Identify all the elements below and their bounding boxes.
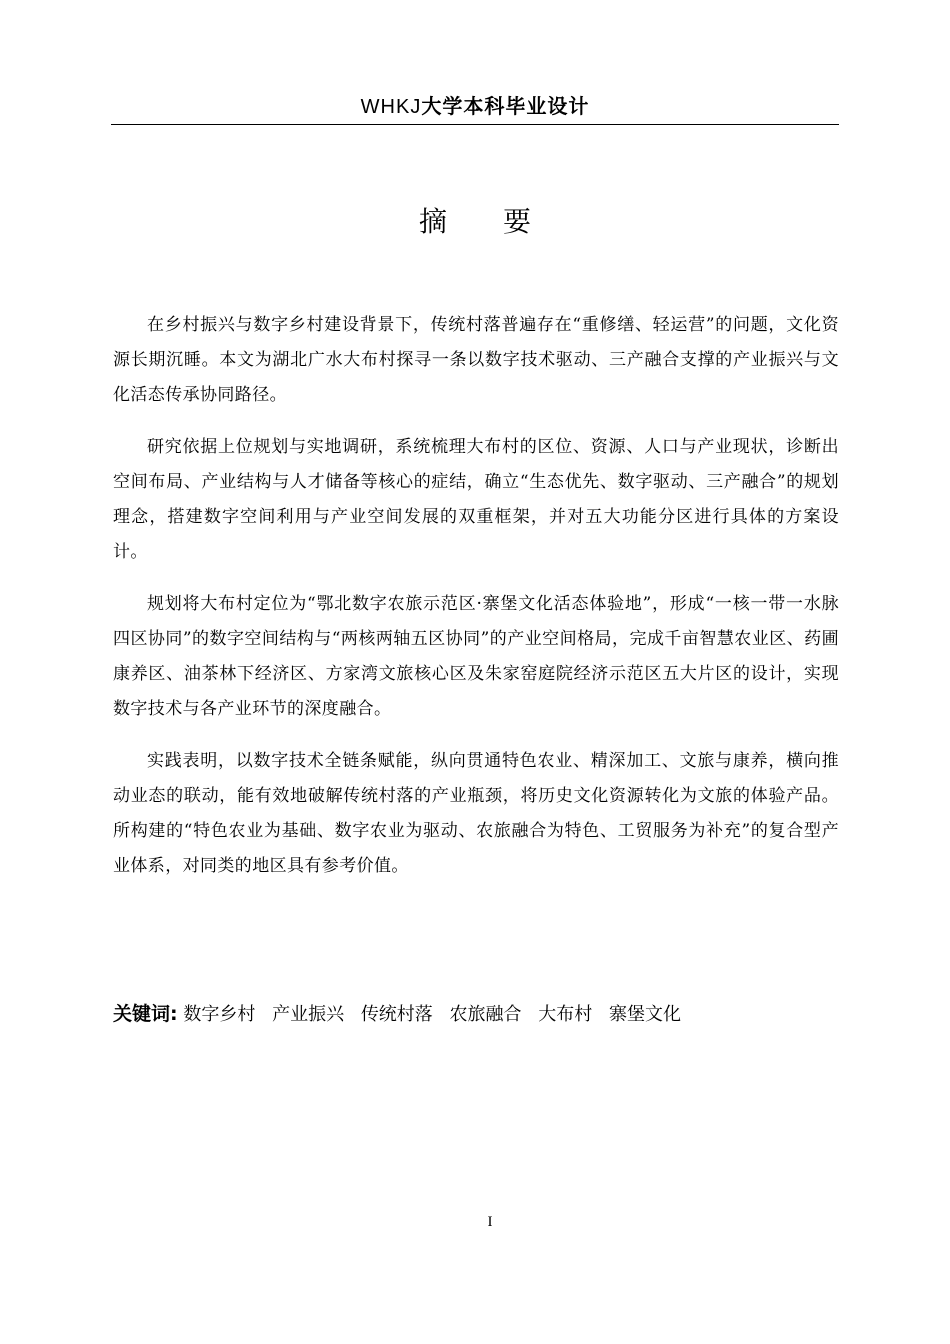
keywords-line xyxy=(113,997,839,1032)
abstract-body xyxy=(113,308,839,901)
keyword-item: 大布村 xyxy=(538,1004,593,1025)
abstract-title: 摘要 xyxy=(418,205,587,238)
header-thesis-type: 大学本科毕业设计 xyxy=(421,94,590,118)
abstract-paragraph-4: 实践表明，以数字技术全链条赋能，纵向贯通特色农业、精深加工、文旅与康养，横向推动业态的联动，能有效地破解传统村落的产业瓶颈，将历史文化资源转化为文旅的体验产品。所构建的“特色农业为基础、数字农业为驱动、农旅融合为特色、工贸服务为补充”的复合型产业体系，对同类的地区具有参考价值。 xyxy=(113,751,839,876)
header-rule xyxy=(111,124,839,125)
abstract-paragraph-2: 研究依据上位规划与实地调研，系统梳理大布村的区位、资源、人口与产业现状，诊断出空间布局、产业结构与人才储备等核心的症结，确立“生态优先、数字驱动、三产融合”的规划理念，搭建数字空间利用与产业空间发展的双重框架，并对五大功能分区进行具体的方案设计。 xyxy=(113,437,839,562)
keyword-item: 寨堡文化 xyxy=(609,1004,682,1025)
page-number: I xyxy=(487,1214,493,1230)
running-header xyxy=(111,92,839,121)
keywords-label: 关键词: xyxy=(113,1003,178,1025)
keyword-item: 产业振兴 xyxy=(272,1004,345,1025)
abstract-paragraph-3: 规划将大布村定位为“鄂北数字农旅示范区·寨堡文化活态体验地”，形成“一核一带一水脉四区协同”的数字空间结构与“两核两轴五区协同”的产业空间格局，完成千亩智慧农业区、药圃康养区、油茶林下经济区、方家湾文旅核心区及朱家窑庭院经济示范区五大片区的设计，实现数字技术与各产业环节的深度融合。 xyxy=(113,594,839,719)
keyword-item: 传统村落 xyxy=(360,1004,433,1025)
keyword-item: 数字乡村 xyxy=(183,1004,256,1025)
keyword-item: 农旅融合 xyxy=(449,1004,522,1025)
header-school-code: WHKJ xyxy=(360,96,422,118)
abstract-paragraph-1: 在乡村振兴与数字乡村建设背景下，传统村落普遍存在“重修缮、轻运营”的问题，文化资源长期沉睡。本文为湖北广水大布村探寻一条以数字技术驱动、三产融合支撑的产业振兴与文化活态传承协同路径。 xyxy=(113,315,839,405)
